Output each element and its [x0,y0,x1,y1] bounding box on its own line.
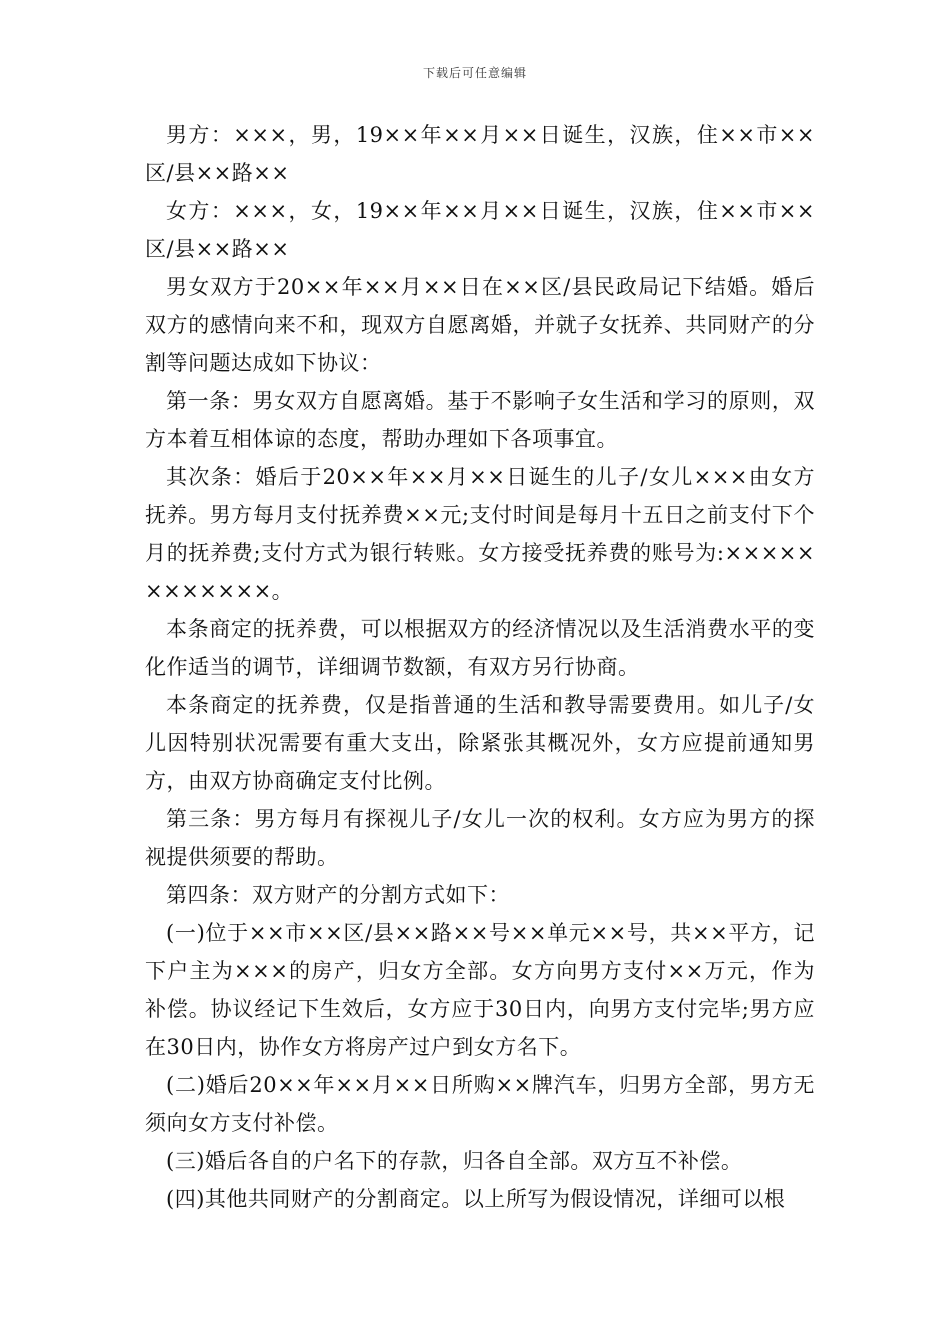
paragraph-property-4: (四)其他共同财产的分割商定。以上所写为假设情况，详细可以根 [166,1187,786,1211]
paragraph-intro: 男女双方于20××年××月××日在××区/县民政局记下结婚。婚后双方的感情向来不和，现双方自愿离婚，并就子女抚养、共同财产的分割等问题达成如下协议： [145,275,815,375]
paragraph-husband-info: 男方：×××，男，19××年××月××日诞生，汉族，住××市××区/县××路×× [145,123,815,185]
page-header: 下载后可任意编辑 [422,66,527,80]
document-body [145,116,815,1218]
paragraph-property-2: (二)婚后20××年××月××日所购××牌汽车，归男方全部，男方无须向女方支付补偿。 [145,1073,815,1135]
paragraph-article-3: 第三条：男方每月有探视儿子/女儿一次的权利。女方应为男方的探视提供须要的帮助。 [145,807,815,869]
paragraph-property-3: (三)婚后各自的户名下的存款，归各自全部。双方互不补偿。 [166,1149,743,1173]
paragraph-support-adjustment: 本条商定的抚养费，可以根据双方的经济情况以及生活消费水平的变化作适当的调节，详细调节数额，有双方另行协商。 [145,617,815,679]
paragraph-wife-info: 女方：×××，女，19××年××月××日诞生，汉族，住××市××区/县××路×× [145,199,815,261]
paragraph-article-1: 第一条：男女双方自愿离婚。基于不影响子女生活和学习的原则，双方本着互相体谅的态度，帮助办理如下各项事宜。 [145,389,815,451]
paragraph-article-2: 其次条：婚后于20××年××月××日诞生的儿子/女儿×××由女方抚养。男方每月支付抚养费××元;支付时间是每月十五日之前支付下个月的抚养费;支付方式为银行转账。女方接受抚养费的账号为:××××××××××××。 [145,465,815,603]
paragraph-property-1: (一)位于××市××区/县××路××号××单元××号，共××平方，记下户主为×××的房产，归女方全部。女方向男方支付××万元，作为补偿。协议经记下生效后，女方应于30日内，向男方支付完毕;男方应在30日内，协作女方将房产过户到女方名下。 [145,921,815,1059]
paragraph-article-4: 第四条：双方财产的分割方式如下： [166,883,510,907]
paragraph-support-scope: 本条商定的抚养费，仅是指普通的生活和教导需要费用。如儿子/女儿因特别状况需要有重大支出，除紧张其概况外，女方应提前通知男方，由双方协商确定支付比例。 [145,693,815,793]
